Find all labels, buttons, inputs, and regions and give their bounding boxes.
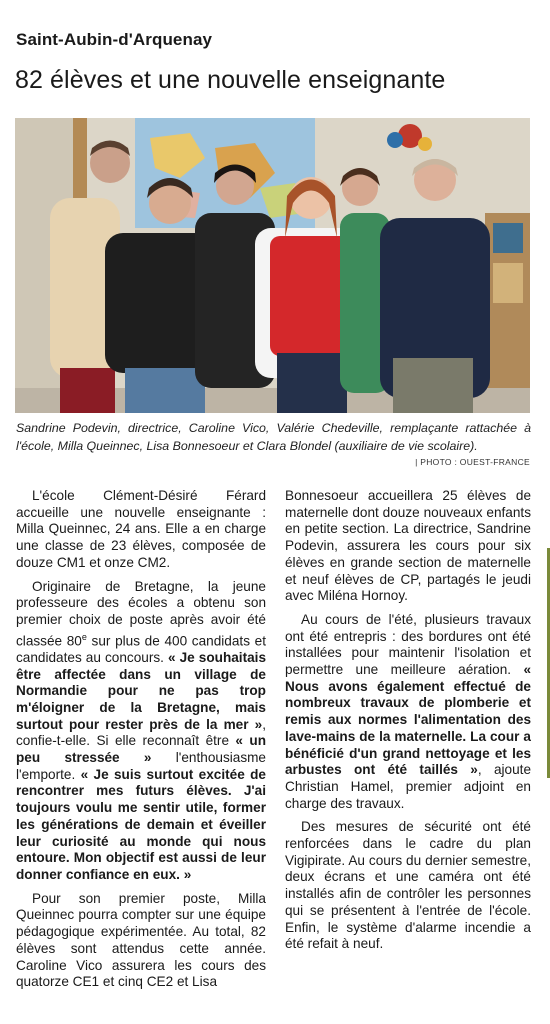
paragraph: Pour son premier poste, Milla Queinnec pourra compter sur une équipe pédagogique expérimentée. Au total, 82 élèves sont attendus cette année. Caroline Vico assurera les cours des quatorze CE1 et cinq CE2 et Lisa bbox=[16, 890, 266, 990]
paragraph: Bonnesoeur accueillera 25 élèves de maternelle dont douze nouveaux enfants en petite section. La directrice, Sandrine Podevin, assurera les cours pour six élèves en grande section de maternelle et neuf élèves de CP, partagés le jeudi avec Miléna Hornoy. bbox=[285, 488, 531, 604]
article-kicker: Saint-Aubin-d'Arquenay bbox=[16, 30, 213, 49]
quote: « un peu stressée » bbox=[16, 733, 266, 766]
paragraph: Des mesures de sécurité ont été renforcées dans le cadre du plan Vigipirate. Au cours du dernier semestre, deux écrans et une caméra ont été installés afin de contrôler les personnes qui se présentent à l'entrée de l'école. Enfin, le système d'alarme incendie a été refait à neuf. bbox=[285, 819, 531, 952]
paragraph: Au cours de l'été, plusieurs travaux ont été entrepris : des bordures ont été installées pour maintenir l'isolation et permettre une meilleure aération. « Nous avons également effectué de nombreux travaux de plomberie et remis aux normes l'alimentation des lave-mains de la maternelle. La cour a bénéficié d'un grand nettoyage et les arbustes ont été taillés », ajoute Christian Hamel, premier adjoint en charge des travaux. bbox=[285, 611, 532, 811]
article-column-1 bbox=[16, 488, 266, 991]
quote: « Je suis surtout excitée de rencontrer mes futurs élèves. J'ai toujours voulu me sentir utile, former les générations de demain et éveiller leur curiosité au monde qui nous entoure. Mon objectif est aussi de leur donner confiance en eux. » bbox=[16, 766, 266, 882]
article-column-2 bbox=[285, 488, 531, 953]
photo-credit: | PHOTO : OUEST-FRANCE bbox=[415, 457, 530, 467]
paragraph: L'école Clément-Désiré Férard accueille une nouvelle enseignante : Milla Queinnec, 24 ans. Elle a en charge une classe de 23 élèves, composée de douze CM1 et onze CM2. bbox=[16, 488, 266, 570]
group-photo bbox=[15, 118, 530, 413]
paragraph: Originaire de Bretagne, la jeune professeure des écoles a obtenu son premier choix de poste après avoir été classée 80e sur plus de 400 candidats et candidates au concours. « Je souhaitais être affectée dans un village de Normandie pour ne pas trop m'éloigner de la Bretagne, mais surtout pour rester près de la mer », confie-t-elle. Si elle reconnaît être « un peu stressée » l'enthousiasme l'emporte. « Je suis surtout excitée de rencontrer mes futurs élèves. J'ai toujours voulu me sentir utile, former les générations de demain et éveiller leur curiosité au monde qui nous entoure. Mon objectif est aussi de leur donner confiance en eux. » bbox=[16, 578, 267, 882]
quote: « Je souhaitais être affectée dans un village de Normandie pour ne pas trop m'éloigner de la Bretagne, mais surtout pour rester près de la mer » bbox=[16, 649, 267, 732]
photo-caption: Sandrine Podevin, directrice, Caroline Vico, Valérie Chedeville, remplaçante rattachée à l'école, Milla Queinnec, Lisa Bonnesoeur et Clara Blondel (auxiliaire de vie scolaire). bbox=[16, 421, 531, 453]
article-headline: 82 élèves et une nouvelle enseignante bbox=[15, 66, 446, 94]
quote: « Nous avons également effectué de nombreux travaux de plomberie et remis aux normes l'alimentation des lave-mains de la maternelle. La cour a bénéficié d'un grand nettoyage et les arbustes ont été taillés » bbox=[285, 662, 531, 778]
